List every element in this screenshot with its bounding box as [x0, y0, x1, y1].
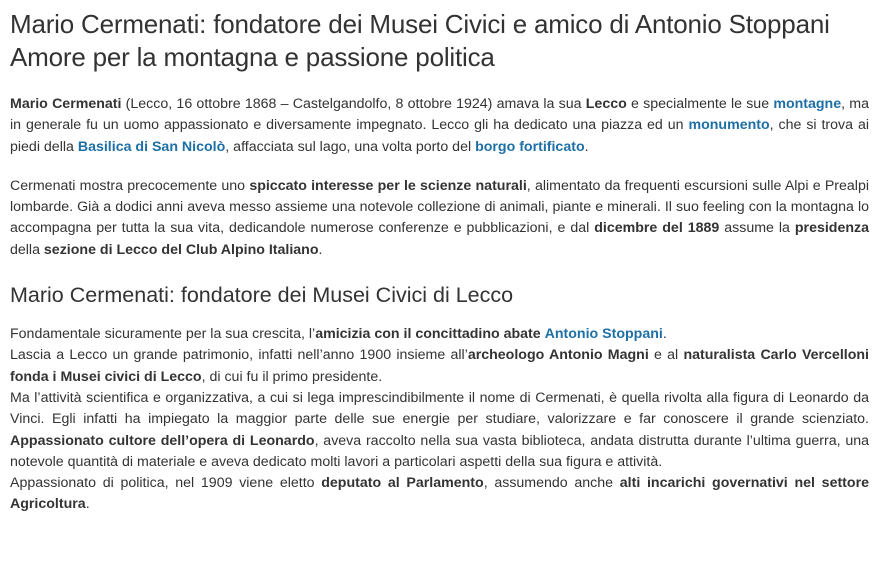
paragraph-politica	[10, 473, 869, 516]
text: Ma l’attività scientifica e organizzativa, a cui si lega imprescindibilmente il nome di Cermenati, è quella rivolta alla figura di Leonardo da Vinci. Egli infatti ha impiegato la maggior parte delle sue energie per studiare, valorizzare e far conoscere il grande scienziato.	[10, 389, 869, 428]
text: Fondamentale sicuramente per la sua crescita, l’	[10, 326, 316, 343]
bold-text: presidenza	[794, 220, 869, 237]
link-monumento[interactable]: monumento	[688, 117, 770, 134]
bold-text: archeologo Antonio Magni	[467, 347, 649, 364]
bold-text: naturalista Carlo Vercelloni fonda i Musei civici di Lecco	[10, 347, 869, 385]
text: .	[318, 241, 323, 258]
text: e specialmente le sue	[626, 96, 774, 112]
bold-text: alti incarichi governativi nel settore Agricoltura	[10, 475, 869, 513]
text: (Lecco, 16 ottobre 1868 – Castelgandolfo, 8 ottobre 1924) amava la sua	[121, 96, 586, 112]
bold-name: Mario Cermenati	[10, 96, 122, 112]
link-montagne[interactable]: montagne	[773, 96, 842, 112]
link-basilica[interactable]: Basilica di San Nicolò	[77, 138, 226, 155]
text: , affacciata sul lago, una volta porto del	[225, 138, 476, 155]
text: e al	[648, 347, 684, 364]
bold-text: amicizia con il concittadino abate	[315, 326, 541, 343]
text: Appassionato di politica, nel 1909 viene eletto	[10, 475, 322, 492]
text: , assumendo anche	[483, 475, 620, 492]
paragraph-scienze	[10, 176, 869, 261]
paragraph-amicizia	[10, 324, 869, 345]
text: , che si trova ai piedi della	[10, 117, 870, 155]
paragraph-leonardo	[10, 388, 869, 473]
text: , ma in generale fu un uomo appassionato e diversamente impegnato. Lecco gli ha dedicato una piazza ed un	[10, 96, 870, 134]
text: Cermenati mostra precocemente uno	[10, 177, 250, 194]
page-title	[10, 8, 869, 74]
bold-text: deputato al Parlamento	[321, 475, 484, 492]
section-title: Mario Cermenati: fondatore dei Musei Civici di Lecco	[10, 283, 514, 308]
page-title-line-1: Mario Cermenati: fondatore dei Musei Civici e amico di Antonio Stoppani	[10, 9, 830, 39]
text: , alimentato da frequenti escursioni sulle Alpi e Prealpi lombarde. Già a dodici anni aveva messo assieme una notevole collezione di animali, piante e minerali. Il suo feeling con la montagna lo accompagna per tutta la sua vita, dedicandole numerose conferenze e pubblicazioni, e dal	[10, 177, 869, 237]
text: , aveva raccolto nella sua vasta biblioteca, andata distrutta durante l’ultima guerra, una notevole quantità di materiale e aveva dedicato molti lavori a particolari aspetti della sua figura e attività.	[10, 432, 869, 470]
bold-lecco: Lecco	[585, 96, 627, 112]
text: , di cui fu il primo presidente.	[201, 368, 383, 385]
paragraph-musei	[10, 345, 869, 388]
bold-text: dicembre del 1889	[594, 220, 720, 237]
text: .	[85, 496, 90, 513]
bold-text: sezione di Lecco del Club Alpino Italiano	[43, 241, 319, 258]
link-antonio-stoppani[interactable]: Antonio Stoppani	[544, 326, 663, 343]
link-borgo-fortificato[interactable]: borgo fortificato	[475, 138, 585, 155]
bold-text: spiccato interesse per le scienze naturali	[249, 177, 527, 194]
text: assume la	[719, 220, 795, 237]
text: .	[662, 326, 667, 343]
paragraph-intro	[10, 94, 869, 158]
page-title-line-2: Amore per la montagna e passione politica	[10, 42, 495, 72]
text: .	[584, 138, 589, 155]
text: della	[10, 241, 44, 258]
text: Lascia a Lecco un grande patrimonio, infatti nell’anno 1900 insieme all’	[10, 347, 468, 364]
bold-text: Appassionato cultore dell’opera di Leonardo	[10, 432, 315, 449]
